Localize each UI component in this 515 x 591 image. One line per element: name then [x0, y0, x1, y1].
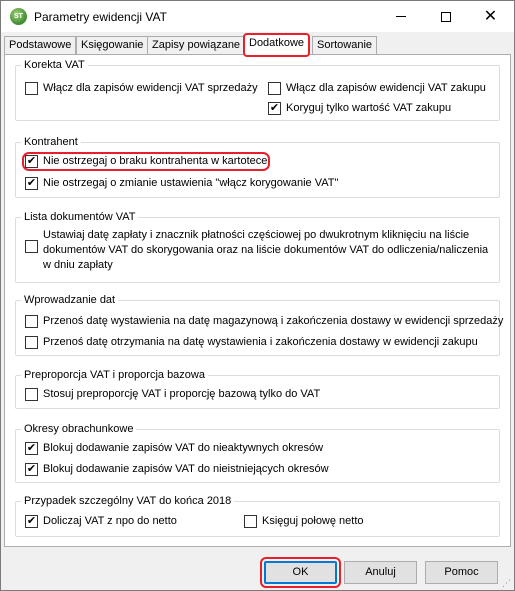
cancel-button[interactable]: Anuluj — [344, 561, 417, 584]
group-kontrahent — [15, 136, 500, 198]
resize-grip-icon[interactable]: ⋰ — [502, 578, 511, 588]
app-icon: ST — [10, 8, 27, 25]
minimize-button[interactable] — [378, 1, 423, 32]
close-icon: ✕ — [483, 7, 498, 25]
checkbox-label: Przenoś datę wystawienia na datę magazynową i zakończenia dostawy w ewidencji sprzedaży — [43, 315, 504, 327]
tab-ksiegowanie[interactable]: Księgowanie — [76, 36, 148, 55]
group-lista-dokumentow — [15, 211, 500, 283]
checkbox-korekta-sales[interactable] — [25, 82, 258, 95]
group-title: Korekta VAT — [21, 58, 88, 72]
checkbox-box[interactable] — [244, 515, 257, 528]
checkbox-korekta-value-only[interactable] — [268, 102, 451, 115]
checkbox-box[interactable] — [25, 82, 38, 95]
window-title: Parametry ewidencji VAT — [34, 10, 167, 24]
checkbox-issue-date[interactable] — [25, 315, 503, 328]
check-icon[interactable]: ✔ — [26, 177, 37, 189]
dialog-footer — [1, 549, 514, 590]
checkbox-label: Blokuj dodawanie zapisów VAT do nieaktywnych okresów — [43, 442, 324, 454]
checkbox-label: Księguj połowę netto — [262, 515, 364, 527]
checkbox-label: Przenoś datę otrzymania na datę wystawienia i zakończenia dostawy w ewidencji zakupu — [43, 336, 478, 348]
tab-zapisy-powiazane[interactable]: Zapisy powiązane — [147, 36, 245, 55]
tab-sortowanie[interactable]: Sortowanie — [312, 36, 377, 55]
checkbox-label: Ustawiaj datę zapłaty i znacznik płatności częściowej po dwukrotnym kliknięciu na liście dokumentów VAT do skorygowania oraz na liście dokumentów VAT do odliczenia/naliczenia w dniu zapłaty — [43, 229, 489, 271]
checkbox-label: Stosuj preproporcję VAT i proporcję bazową tylko do VAT — [43, 388, 321, 400]
checkbox-label: Włącz dla zapisów ewidencji VAT zakupu — [286, 82, 486, 94]
group-title: Kontrahent — [21, 135, 81, 149]
checkbox-label: Włącz dla zapisów ewidencji VAT sprzedaży — [43, 82, 258, 94]
checkbox-no-warn-missing[interactable] — [25, 155, 267, 168]
checkbox-no-warn-change[interactable] — [25, 177, 338, 190]
check-icon[interactable]: ✔ — [269, 102, 280, 114]
tab-panel-dodatkowe — [4, 54, 511, 547]
checkbox-label: Nie ostrzegaj o zmianie ustawienia "włącz korygowanie VAT" — [43, 177, 339, 189]
group-title: Wprowadzanie dat — [21, 293, 118, 307]
group-wprowadzanie-dat — [15, 294, 504, 356]
ok-button[interactable]: OK — [264, 561, 337, 584]
maximize-icon — [441, 12, 451, 22]
group-title: Okresy obrachunkowe — [21, 422, 136, 436]
checkbox-label: Nie ostrzegaj o braku kontrahenta w kartotece — [43, 155, 268, 167]
tab-podstawowe[interactable]: Podstawowe — [4, 36, 76, 55]
checkbox-preproporcja[interactable] — [25, 388, 320, 401]
checkbox-block-nonexistent[interactable] — [25, 463, 329, 476]
checkbox-box[interactable] — [25, 388, 38, 401]
checkbox-korekta-purchase[interactable] — [268, 82, 486, 95]
group-title: Przypadek szczególny VAT do końca 2018 — [21, 494, 234, 508]
minimize-icon — [396, 16, 406, 17]
tab-dodatkowe[interactable]: Dodatkowe — [244, 34, 309, 56]
checkbox-add-vat[interactable] — [25, 515, 177, 528]
checkbox-label: Doliczaj VAT z npo do netto — [43, 515, 177, 527]
group-korekta-vat — [15, 59, 500, 121]
group-title: Preproporcja VAT i proporcja bazowa — [21, 368, 208, 382]
maximize-button[interactable] — [423, 1, 468, 32]
checkbox-block-inactive[interactable] — [25, 442, 323, 455]
checkbox-box[interactable] — [25, 315, 38, 328]
group-title: Lista dokumentów VAT — [21, 210, 138, 224]
check-icon[interactable]: ✔ — [26, 463, 37, 475]
checkbox-box[interactable] — [25, 336, 38, 349]
title-bar[interactable] — [1, 1, 514, 32]
check-icon[interactable]: ✔ — [26, 515, 37, 527]
help-button[interactable]: Pomoc — [425, 561, 498, 584]
checkbox-payment-date[interactable] — [25, 228, 498, 273]
group-preproporcja — [15, 369, 500, 409]
checkbox-half-net[interactable] — [244, 515, 364, 528]
checkbox-receipt-date[interactable] — [25, 336, 478, 349]
group-przypadek — [15, 495, 500, 537]
close-button[interactable] — [468, 1, 513, 32]
group-okresy — [15, 423, 500, 483]
checkbox-label: Blokuj dodawanie zapisów VAT do nieistniejących okresów — [43, 463, 329, 475]
check-icon[interactable]: ✔ — [26, 442, 37, 454]
checkbox-box[interactable] — [268, 82, 281, 95]
checkbox-box[interactable] — [25, 240, 38, 253]
check-icon[interactable]: ✔ — [26, 155, 37, 167]
checkbox-label: Koryguj tylko wartość VAT zakupu — [286, 102, 452, 114]
